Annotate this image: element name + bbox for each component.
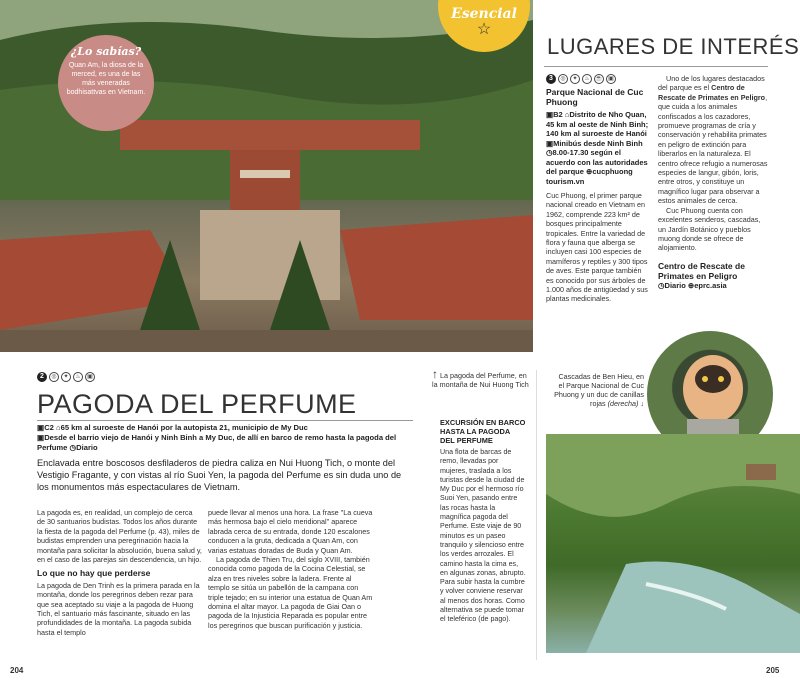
body2b: Centro de Rescate de Primates en Peligro: [658, 83, 766, 102]
sabias-callout: [58, 35, 154, 131]
grid-icon: ▣: [37, 423, 45, 432]
map-icon: ◎: [49, 372, 59, 382]
cuc-phuong-web[interactable]: cucphuong tourism.vn: [546, 167, 633, 186]
star-icon: ☆: [476, 21, 492, 38]
pagoda-icons: [37, 372, 95, 382]
centro-title: Centro de Rescate de Primates en Peligro: [658, 260, 745, 281]
pagoda-col1: [37, 508, 202, 637]
drink-icon: ☕: [595, 76, 603, 82]
cuc-phuong-entry: [546, 74, 651, 304]
pagoda-p1: La pagoda es, en realidad, un complejo de cerca de 30 santuarios budistas. Todos los años durante la fiesta de la pagoda del Perfume (p. 43), miles de budistas emprenden una peregrinación hacia la montaña para solicitar la absolución, buena salud y, en el caso de las parejas sin descendencia, un hijo.: [37, 508, 202, 565]
lugares-title: LUGARES DE INTERÉS: [547, 34, 800, 59]
sabias-text: Quan Am, la diosa de la merced, es una de las más veneradas bodhisattvas en Vietnam.: [66, 62, 146, 96]
bus-icon: ▣: [546, 138, 554, 148]
pagoda-hours: Diario: [76, 443, 98, 452]
pagoda-col2: [208, 508, 373, 630]
centro-web[interactable]: eprc.asia: [694, 280, 727, 290]
location-icon: ⌂: [56, 423, 61, 432]
caption-monkey-dir: (derecha): [607, 399, 639, 408]
cuc-phuong-title: Parque Nacional de Cuc Phuong: [546, 87, 644, 107]
bus-icon: ▣: [37, 433, 45, 442]
map-icon: ◎: [558, 74, 568, 84]
food-icon: ♨: [582, 74, 592, 84]
cuc-phuong-transport: Minibús desde Ninh Binh: [553, 138, 643, 148]
web-icon: ⊕: [586, 167, 593, 176]
divider: [544, 66, 768, 67]
pagoda-subheading: Lo que no hay que perderse: [37, 568, 151, 579]
cuc-phuong-hours: 8.00-17.30 según el acuerdo con las autoridades del parque: [546, 148, 648, 176]
grid-ref: B2: [553, 110, 563, 119]
entry-number: 2: [37, 372, 47, 382]
pagoda-lead: Enclavada entre boscosos desfiladeros de piedra caliza en Nui Huong Tich, o monte del Vestigio Fragante, y con vistas al río Suoi Yen, la pagoda del Perfume es sin duda uno de los monumentos más espectaculares de Vietnam.: [37, 458, 402, 492]
excursion-text: Una flota de barcas de remo, llevadas por mujeres, traslada a los turistas desde la ciudad de My Duc por el hermoso río Suoi Yen, pasando entre las rocas hasta la magnífica pagoda del Perfume. Este viaje de 90 minutos es un paseo tranquilo y silencioso entre los verdes arrozales. El camino hasta la cima es, en algunas zonas, abrupto. Para subir hasta la cumbre y volver conviene reservar al menos dos horas. Como alternativa se puede tomar el teleférico (de pago).: [440, 448, 526, 624]
pagoda-p2: La pagoda de Den Trinh es la primera parada en la montaña, donde los peregrinos deben rezar para que sea aceptado su viaje a la pagoda de Huong Tich, el santuario más fascinante, situado en las profundidades de la montaña. La pagoda subida hasta el templo: [37, 580, 200, 637]
pagoda-transport: Desde el barrio viejo de Hanói y Ninh Binh a My Duc, de allí en barco de remo hasta la pagoda del Perfume: [37, 433, 397, 452]
esencial-label: Esencial: [451, 6, 517, 22]
pagoda-grid: C2: [44, 423, 54, 432]
page-number-right: 205: [766, 666, 780, 675]
body2c: , que cuida a los animales confiscados a los cazadores, promueve programas de cría y conservación y rehabilita primates en peligro de extinción para liberarlos en la naturaleza. El centro ofrece refugio a numerosas especies de langur, gibón, loris, entre otros, y constituye un magnífico lugar para observar a estos animales de cerca.: [658, 92, 768, 206]
grid-icon: ▣: [546, 110, 554, 119]
shop-icon: ▣: [606, 74, 616, 84]
clock-icon: ◷: [658, 280, 665, 290]
location-icon: ⌂: [564, 110, 570, 119]
pagoda-title: PAGODA DEL PERFUME: [37, 389, 357, 419]
food-icon: ♨: [73, 372, 83, 382]
walk-icon: ✦: [570, 74, 580, 84]
photo-ben-hieu-waterfall: [546, 434, 800, 653]
body3: Cuc Phuong cuenta con excelentes senderos, cascadas, un Jardín Botánico y pueblos muong donde se ofrece de alojamiento.: [658, 205, 761, 253]
cuc-phuong-body: Cuc Phuong, el primer parque nacional creado en Vietnam en 1962, comprende 223 km² de bosques principalmente tropicales. Entre la variedad de flora y fauna que alberga se incluyen casi 100 especies de mamíferos y reptiles y 300 tipos de aves. Este parque también es conocido por sus árboles de 1.000 años de antigüedad y sus plantas medicinales.: [546, 191, 648, 304]
arrow-up-icon: ↑: [432, 367, 438, 381]
caption-monkey: Cascadas de Ben Hieu, en el Parque Nacional de Cuc Phuong y un duc de canillas rojas: [554, 372, 644, 408]
pagoda-address: 65 km al suroeste de Hanói por la autopista 21, municipio de My Duc: [60, 423, 308, 432]
excursion-title: EXCURSIÓN EN BARCO HASTA LA PAGODA DEL PERFUME: [440, 418, 526, 445]
divider: [37, 420, 413, 421]
centro-hours: Diario: [664, 280, 686, 290]
pagoda-p3: puede llevar al menos una hora. La frase "La cueva más hermosa bajo el cielo meridional" aparece labrada cerca de su entrada, donde 120 escalones conducen a la gruta, dedicada a Quan Am, con varias estatuas doradas de Buda y Quan Am.: [208, 508, 373, 555]
excursion-box: [440, 418, 526, 625]
caption-pagoda-block: [432, 367, 532, 389]
clock-icon: ◷: [546, 148, 553, 157]
clock-icon: ◷: [69, 443, 77, 452]
walk-icon: ✦: [61, 372, 71, 382]
page-number-left: 204: [10, 666, 24, 675]
caption-pagoda: La pagoda del Perfume, en la montaña de Nui Huong Tich: [432, 371, 529, 389]
entry-number: 3: [546, 74, 556, 84]
pagoda-info: [37, 423, 397, 453]
shop-icon: ▣: [85, 372, 95, 382]
web-icon: ⊕: [687, 280, 695, 290]
cuc-phuong-address: Distrito de Nho Quan, 45 km al oeste de Ninh Binh; 140 km al suroeste de Hanói: [546, 110, 649, 138]
gutter: [536, 370, 537, 660]
pagoda-p4: La pagoda de Thien Tru, del siglo XVIII, también conocida como pagoda de la Cocina Celestial, se alza en tres niveles sobre la ladera. Frente al templo se sitúa un pabellón de la campana con triple tejado; en su interior una estatua de Quan Am domina el altar mayor. La pagoda de Giai Oan o pagoda de la Injusticia Reparada es popular entre los peregrinos que buscan purificación y justicia.: [208, 555, 373, 630]
body2a: Uno de los lugares destacados del parque es el: [658, 74, 765, 93]
cuc-phuong-col2: [658, 74, 770, 290]
arrow-down-icon: ↓: [640, 399, 644, 408]
sabias-title: ¿Lo sabías?: [70, 45, 142, 58]
